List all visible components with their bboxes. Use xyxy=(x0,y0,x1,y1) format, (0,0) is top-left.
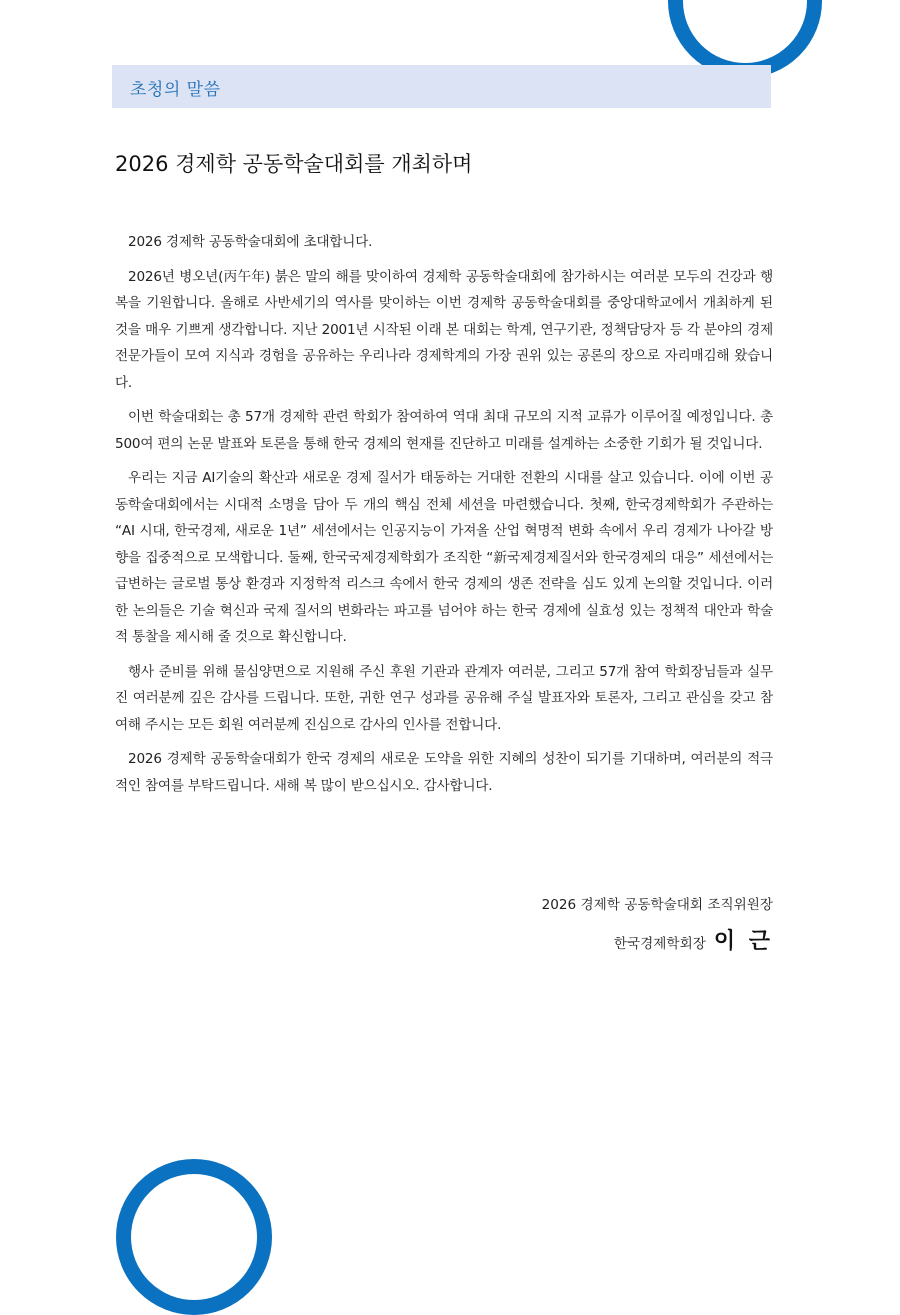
decorative-ring-bottom xyxy=(116,1159,272,1315)
section-header-band xyxy=(112,65,771,108)
paragraph-scale: 이번 학술대회는 총 57개 경제학 관련 학회가 참여하여 역대 최대 규모의 지적 교류가 이루어질 예정입니다. 총 500여 편의 논문 발표와 토론을 통해 한국 경제의 현재를 진단하고 미래를 설계하는 소중한 기회가 될 것입니다. xyxy=(115,409,773,452)
signature-org: 한국경제학회장 xyxy=(613,936,706,952)
signature-name: 이 근 xyxy=(713,929,773,954)
paragraph-thanks: 행사 준비를 위해 물심양면으로 지원해 주신 후원 기관과 관계자 여러분, 그리고 57개 참여 학회장님들과 실무진 여러분께 깊은 감사를 드립니다. 또한, 귀한 연구 성과를 공유해 주실 발표자와 토론자, 그리고 관심을 갖고 참여해 주시는 모든 회원 여러분께 진심으로 감사의 인사를 전합니다. xyxy=(115,663,773,733)
paragraph-greeting: 2026 경제학 공동학술대회에 초대합니다. xyxy=(128,234,373,250)
letter-body xyxy=(115,229,773,807)
signature-title: 2026 경제학 공동학술대회 조직위원장 xyxy=(541,897,773,913)
paragraph-closing: 2026 경제학 공동학술대회가 한국 경제의 새로운 도약을 위한 지혜의 성찬이 되기를 기대하며, 여러분의 적극적인 참여를 부탁드립니다. 새해 복 많이 받으십시오. 감사합니다. xyxy=(115,751,773,794)
paragraph-welcome: 2026년 병오년(丙午年) 붉은 말의 해를 맞이하여 경제학 공동학술대회에 참가하시는 여러분 모두의 건강과 행복을 기원합니다. 올해로 사반세기의 역사를 맞이하는 이번 경제학 공동학술대회를 중앙대학교에서 개최하게 된 것을 매우 기쁘게 생각합니다. 지난 2001년 시작된 이래 본 대회는 학계, 연구기관, 정책담당자 등 각 분야의 경제 전문가들이 모여 지식과 경험을 공유하는 우리나라 경제학계의 가장 권위 있는 공론의 장으로 자리매김해 왔습니다. xyxy=(115,268,773,391)
paragraph-sessions: 우리는 지금 AI기술의 확산과 새로운 경제 질서가 태동하는 거대한 전환의 시대를 살고 있습니다. 이에 이번 공동학술대회에서는 시대적 소명을 담아 두 개의 핵심 전체 세션을 마련했습니다. 첫째, 한국경제학회가 주관하는 “AI 시대, 한국경제, 새로운 1년” 세션에서는 인공지능이 가져올 산업 혁명적 변화 속에서 우리 경제가 나아갈 방향을 집중적으로 모색합니다. 둘째, 한국국제경제학회가 조직한 “新국제경제질서와 한국경제의 대응” 세션에서는 급변하는 글로벌 통상 환경과 지정학적 리스크 속에서 한국 경제의 생존 전략을 심도 있게 논의할 것입니다. 이러한 논의들은 기술 혁신과 국제 질서의 변화라는 파고를 넘어야 하는 한국 경제에 실효성 있는 정책적 대안과 학술적 통찰을 제시해 줄 것으로 확신합니다. xyxy=(115,470,773,645)
section-header-label: 초청의 말씀 xyxy=(130,80,221,100)
signature-block xyxy=(614,924,773,955)
page-title: 2026 경제학 공동학술대회를 개최하며 xyxy=(115,152,473,176)
